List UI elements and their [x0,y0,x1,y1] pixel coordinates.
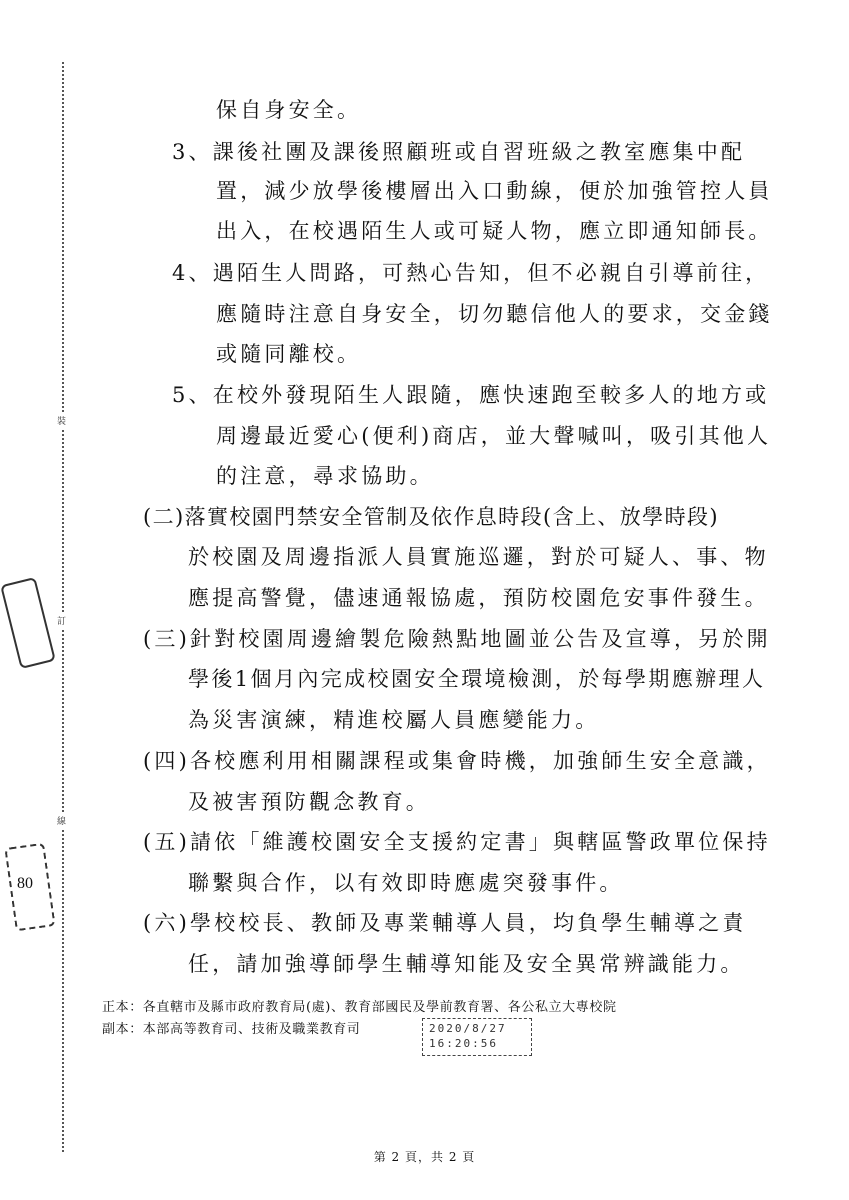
section-6: (六)學校校長、教師及專業輔導人員，均負學生輔導之責 [143,911,747,935]
body-line: 的注意，尋求協助。 [216,464,434,488]
stamp-date: 2020/8/27 [429,1022,507,1035]
section-5: (五)請依「維護校園安全支援約定書」與轄區警政單位保持 [143,830,771,854]
body-line: 為災害演練，精進校屬人員應變能力。 [188,708,600,732]
page-footer: 第 2 頁，共 2 頁 [373,1150,476,1164]
body-line: 周邊最近愛心(便利)商店，並大聲喊叫，吸引其他人 [216,424,772,448]
body-line: 聯繫與合作，以有效即時應處突發事件。 [188,871,624,895]
body-line: 應隨時注意自身安全，切勿聽信他人的要求，交金錢 [216,302,773,326]
body-line: 及被害預防觀念教育。 [188,790,430,814]
official-seal-stamp [0,577,56,669]
list-item-4: 4、遇陌生人問路，可熱心告知，但不必親自引導前往， [172,261,770,285]
stamp-time: 16:20:56 [429,1037,498,1050]
section-3: (三)針對校園周邊繪製危險熱點地圖並公告及宣導，另於開 [143,627,771,651]
cc-copy: 副本：本部高等教育司、技術及職業教育司 [102,1022,361,1037]
cc-original: 正本：各直轄市及縣市政府教育局(處)、教育部國民及學前教育署、各公私立大專校院 [102,1000,617,1015]
body-line: 置，減少放學後樓層出入口動線，便於加強管控人員 [216,179,773,203]
body-line: 應提高警覺，儘速通報協處，預防校園危安事件發生。 [188,586,769,610]
body-line: 於校園及周邊指派人員實施巡邏，對於可疑人、事、物 [188,545,769,569]
binding-line [62,62,64,1152]
body-line: 保自身安全。 [216,98,362,122]
binding-mark-staple: 訂 [57,612,66,629]
exchange-time-stamp [422,1018,532,1056]
body-line: 或隨同離校。 [216,342,362,366]
list-item-3: 3、課後社團及課後照顧班或自習班級之教室應集中配 [172,140,746,164]
side-page-number: 80 [17,875,33,892]
body-line: 出入，在校遇陌生人或可疑人物，應立即通知師長。 [216,219,773,243]
list-item-5: 5、在校外發現陌生人跟隨，應快速跑至較多人的地方或 [172,383,770,407]
binding-mark-line: 線 [57,812,66,829]
section-2: (二)落實校園門禁安全管制及依作息時段(含上、放學時段) [143,505,719,529]
body-line: 任，請加強導師學生輔導知能及安全異常辨識能力。 [188,952,745,976]
binding-mark-bind: 裝 [57,412,66,429]
body-line: 學後1個月內完成校園安全環境檢測，於每學期應辦理人 [188,667,766,691]
section-4: (四)各校應利用相關課程或集會時機，加強師生安全意識， [143,749,771,773]
